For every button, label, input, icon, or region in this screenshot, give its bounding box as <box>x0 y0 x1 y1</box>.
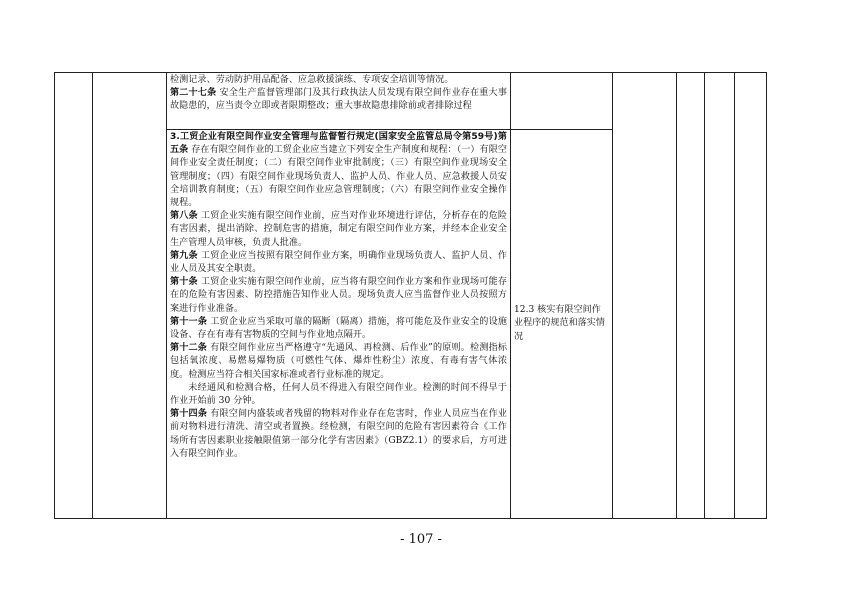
article-heading: 第九条 <box>170 250 198 261</box>
check-item-cell <box>511 130 613 519</box>
article-heading: 第十二条 <box>170 343 208 354</box>
table-row <box>55 73 767 130</box>
article-paragraph: 未经通风和检测合格，任何人员不得进入有限空间作业。检测的时间不得早于作业开始前 30 分钟。 <box>170 382 507 407</box>
col-result-cell <box>677 73 705 519</box>
article-text: 工贸企业实施有限空间作业前，应当对作业环境进行评估，分析存在的危险有害因素，提出消除、控制危害的措施，制定有限空间作业方案，并经本企业安全生产管理人员审核，负责人批准。 <box>170 211 507 248</box>
article-heading: 第八条 <box>170 211 198 222</box>
check-item-cell-top <box>511 73 613 130</box>
col-method-cell <box>613 73 677 519</box>
article-text: 工贸企业应当按照有限空间作业方案，明确作业现场负责人、监护人员、作业人员及其安全职责。 <box>170 250 507 275</box>
basis-cell-top <box>167 73 511 130</box>
col-note-cell <box>705 73 735 519</box>
article-text: 安全生产监督管理部门及其行政执法人员发现有限空间作业存在重大事故隐患的，应当责令立即或者限期整改；重大事故隐患排除前或者排除过程 <box>170 88 507 112</box>
article-text: 存在有限空间作业的工贸企业应当建立下列安全生产制度和规程：（一）有限空间作业安全责任制度；（二）有限空间作业审批制度；（三）有限空间作业现场安全管理制度；（四）有限空间作业现场负责人、监护人员、作业人员、应急救援人员安全培训教育制度；（五）有限空间作业应急管理制度；（六）有限空间作业安全操作规程。 <box>170 145 507 209</box>
article-heading: 第十条 <box>170 277 198 288</box>
col-category-cell <box>93 73 167 519</box>
article-heading: 第二十七条 <box>170 88 217 99</box>
article-text: 有限空间作业应当严格遵守“先通风、再检测、后作业”的原则。检测指标包括氧浓度、易燃易爆物质（可燃性气体、爆炸性粉尘）浓度、有毒有害气体浓度。检测应当符合相关国家标准或者行业标准的规定。 <box>170 343 507 380</box>
article-heading: 第十四条 <box>170 409 208 420</box>
article-text: 工贸企业实施有限空间作业前，应当将有限空间作业方案和作业现场可能存在的危险有害因素、防控措施告知作业人员。现场负责人应当监督作业人员按照方案进行作业准备。 <box>170 277 507 314</box>
page-number: - 107 - <box>400 532 442 547</box>
col-seq-cell <box>55 73 93 519</box>
col-remark-cell <box>735 73 767 519</box>
article-heading: 第十一条 <box>170 316 208 327</box>
basis-cell-main <box>167 130 511 519</box>
check-item-text: 12.3 核实有限空间作业程序的规范和落实情况 <box>514 305 605 342</box>
article-text: 工贸企业应当采取可靠的隔断（隔离）措施，将可能危及作业安全的设施设备、存在有毒有害物质的空间与作业地点隔开。 <box>170 316 507 341</box>
basis-text: 检测记录、劳动防护用品配备、应急救援演练、专项安全培训等情况。 <box>170 75 454 85</box>
inspection-table <box>54 72 767 519</box>
article-text: 有限空间内盛装或者残留的物料对作业存在危害时，作业人员应当在作业前对物料进行清洗、清空或者置换。经检测，有限空间的危险有害因素符合《工作场所有害因素职业接触限值第一部分化学有害因素》（GBZ2.1）的要求后，方可进入有限空间作业。 <box>170 409 507 459</box>
regulation-title: 3.工贸企业有限空间作业安全管理与监督暂行规定(国家安全监管总局令第59号)第五条 <box>170 132 507 156</box>
